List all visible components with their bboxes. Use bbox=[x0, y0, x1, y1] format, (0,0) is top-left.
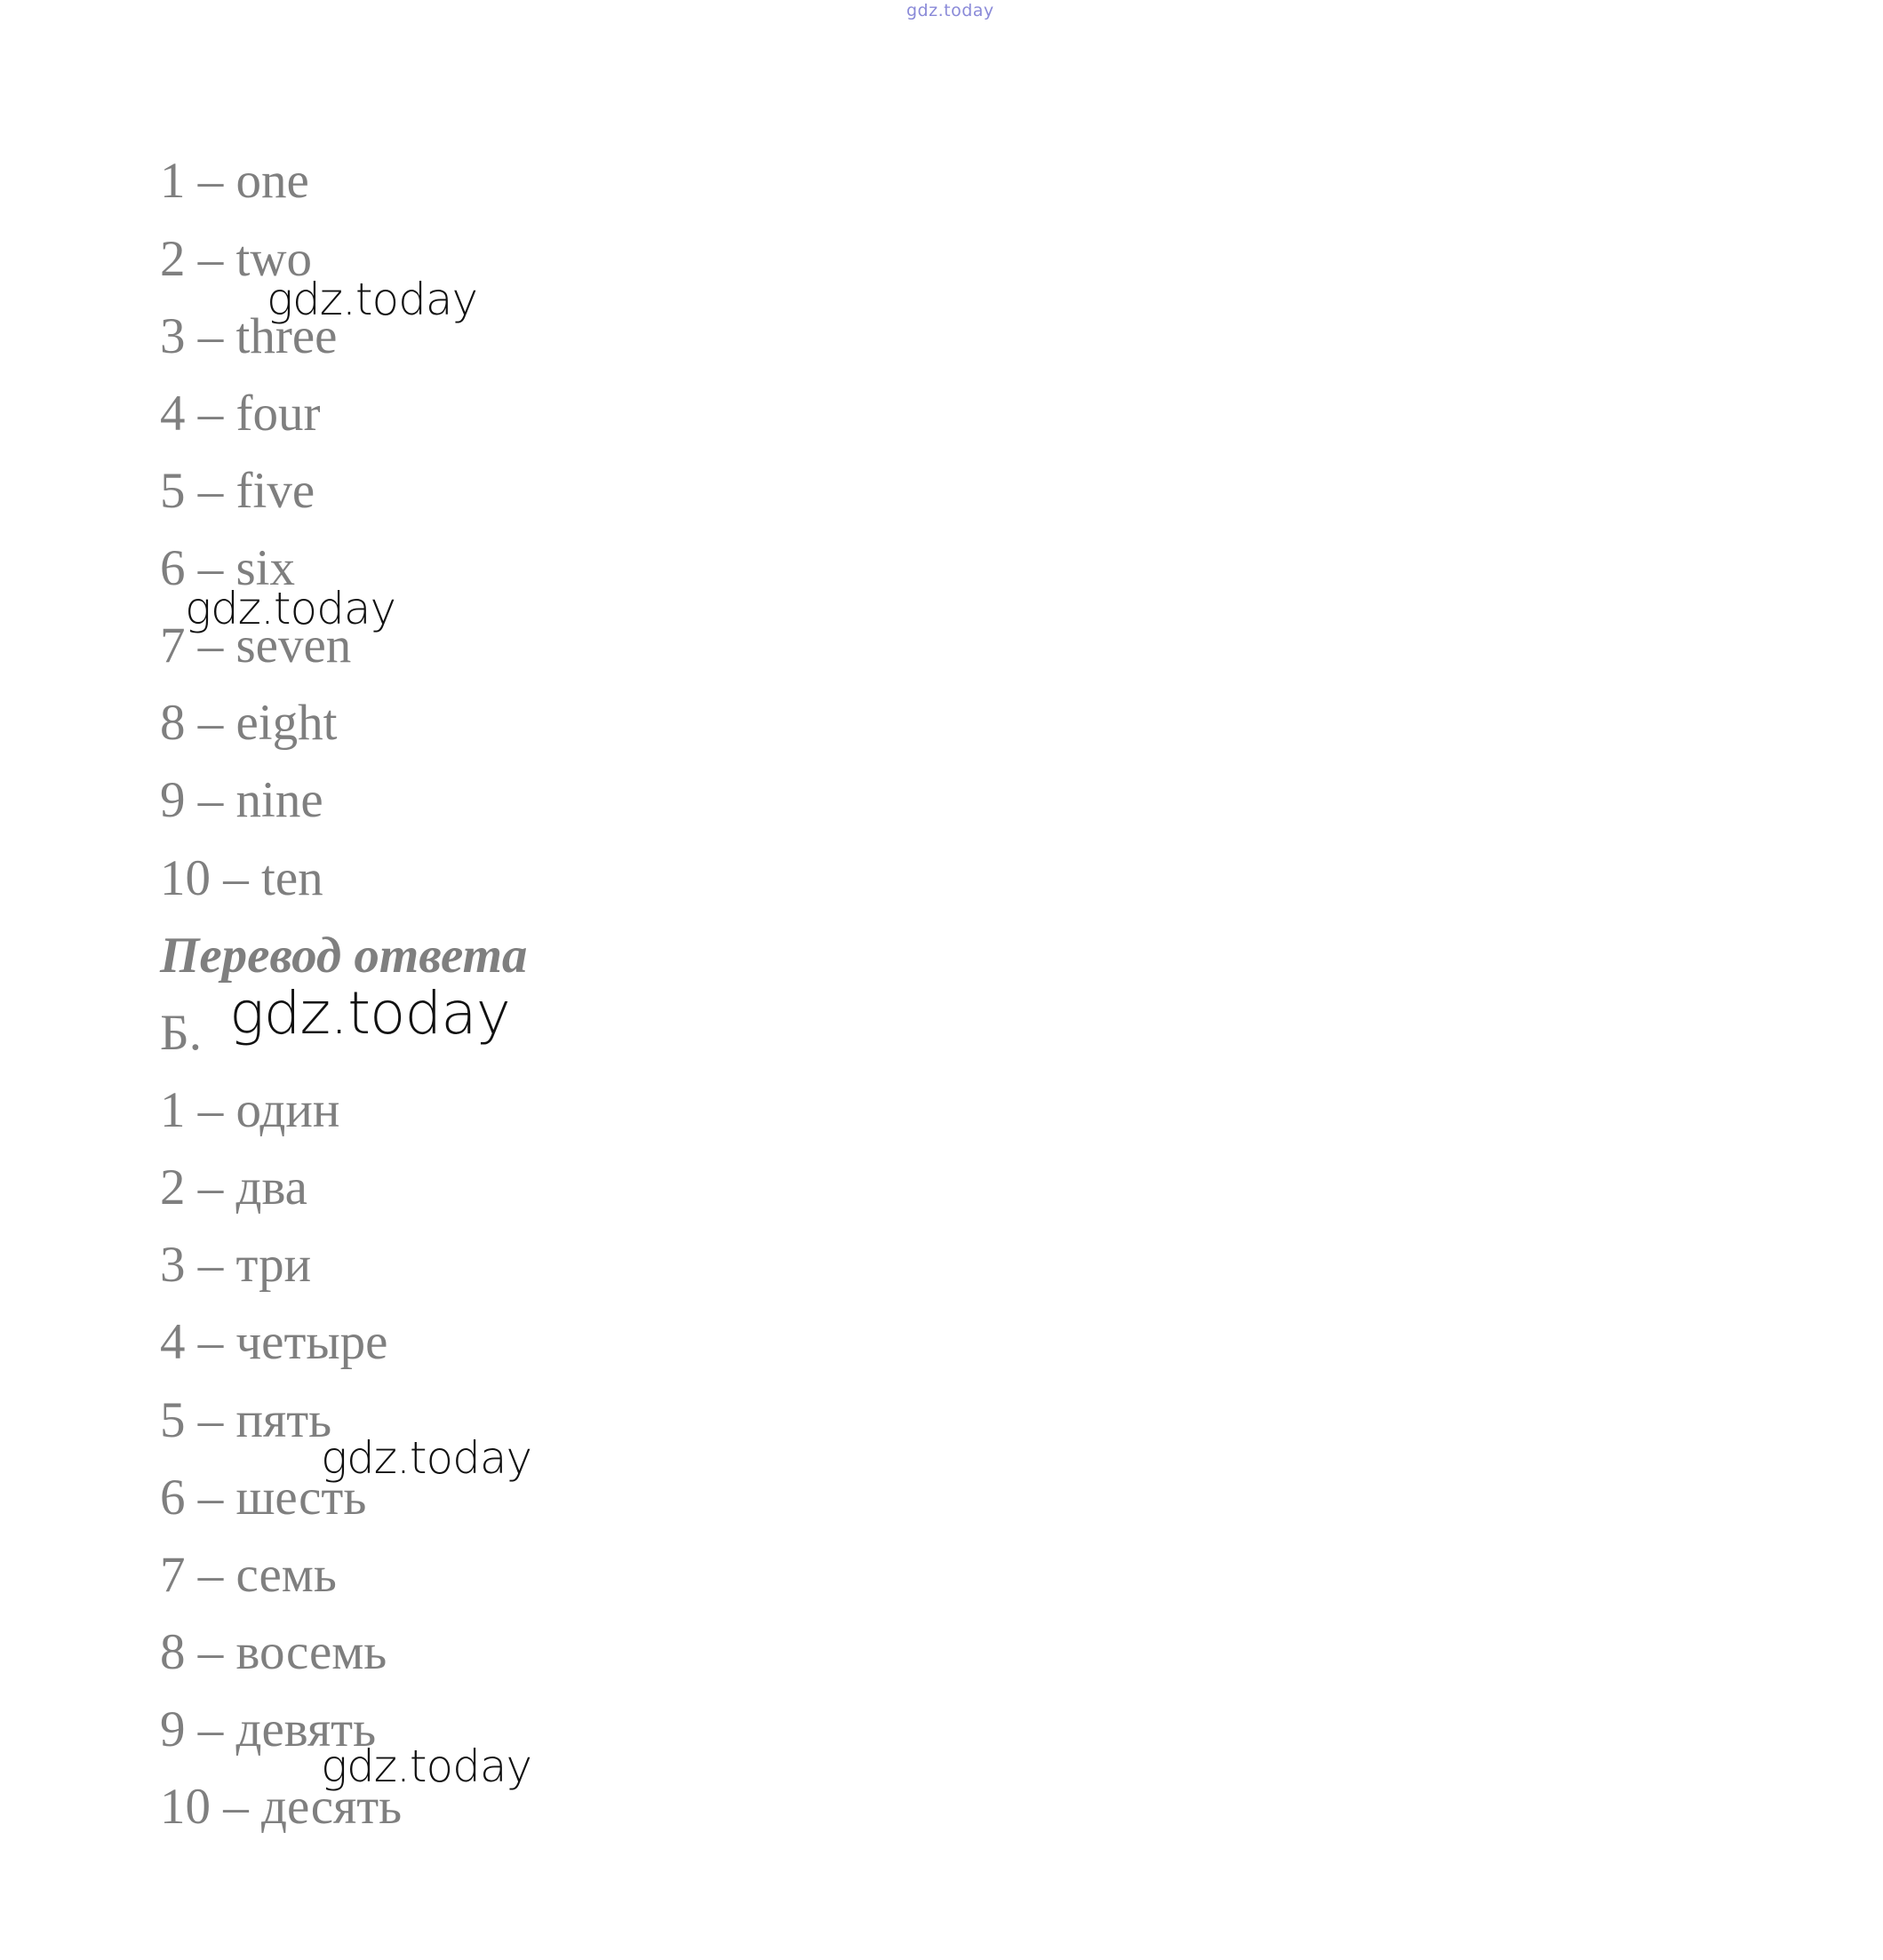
section-label: Б. bbox=[160, 1005, 202, 1061]
header-watermark: gdz.today bbox=[906, 1, 994, 20]
english-item-9: 9 – nine bbox=[160, 772, 323, 828]
english-item-2: 2 – two bbox=[160, 231, 312, 287]
english-item-6: 6 – six bbox=[160, 540, 296, 596]
russian-item-8: 8 – восемь bbox=[160, 1624, 387, 1680]
russian-item-7: 7 – семь bbox=[160, 1547, 337, 1603]
russian-item-6: 6 – шесть bbox=[160, 1470, 367, 1526]
english-item-7: 7 – seven bbox=[160, 617, 352, 673]
russian-item-4: 4 – четыре bbox=[160, 1314, 388, 1370]
russian-item-10: 10 – десять bbox=[160, 1779, 403, 1835]
watermark-5: gdz.today bbox=[321, 1741, 532, 1792]
russian-item-2: 2 – два bbox=[160, 1159, 307, 1215]
russian-item-1: 1 – один bbox=[160, 1082, 340, 1138]
russian-item-5: 5 – пять bbox=[160, 1392, 332, 1448]
english-item-10: 10 – ten bbox=[160, 850, 323, 906]
english-item-3: 3 – three bbox=[160, 308, 338, 364]
english-item-1: 1 – one bbox=[160, 153, 309, 209]
russian-item-9: 9 – девять bbox=[160, 1701, 377, 1757]
english-item-8: 8 – eight bbox=[160, 695, 338, 751]
watermark-4: gdz.today bbox=[321, 1432, 532, 1484]
english-item-4: 4 – four bbox=[160, 386, 321, 442]
translation-heading: Перевод ответа bbox=[160, 928, 528, 984]
russian-item-3: 3 – три bbox=[160, 1237, 312, 1293]
watermark-3: gdz.today bbox=[229, 979, 510, 1048]
watermark-2: gdz.today bbox=[185, 583, 396, 634]
watermark-1: gdz.today bbox=[267, 274, 478, 325]
english-item-5: 5 – five bbox=[160, 463, 315, 519]
